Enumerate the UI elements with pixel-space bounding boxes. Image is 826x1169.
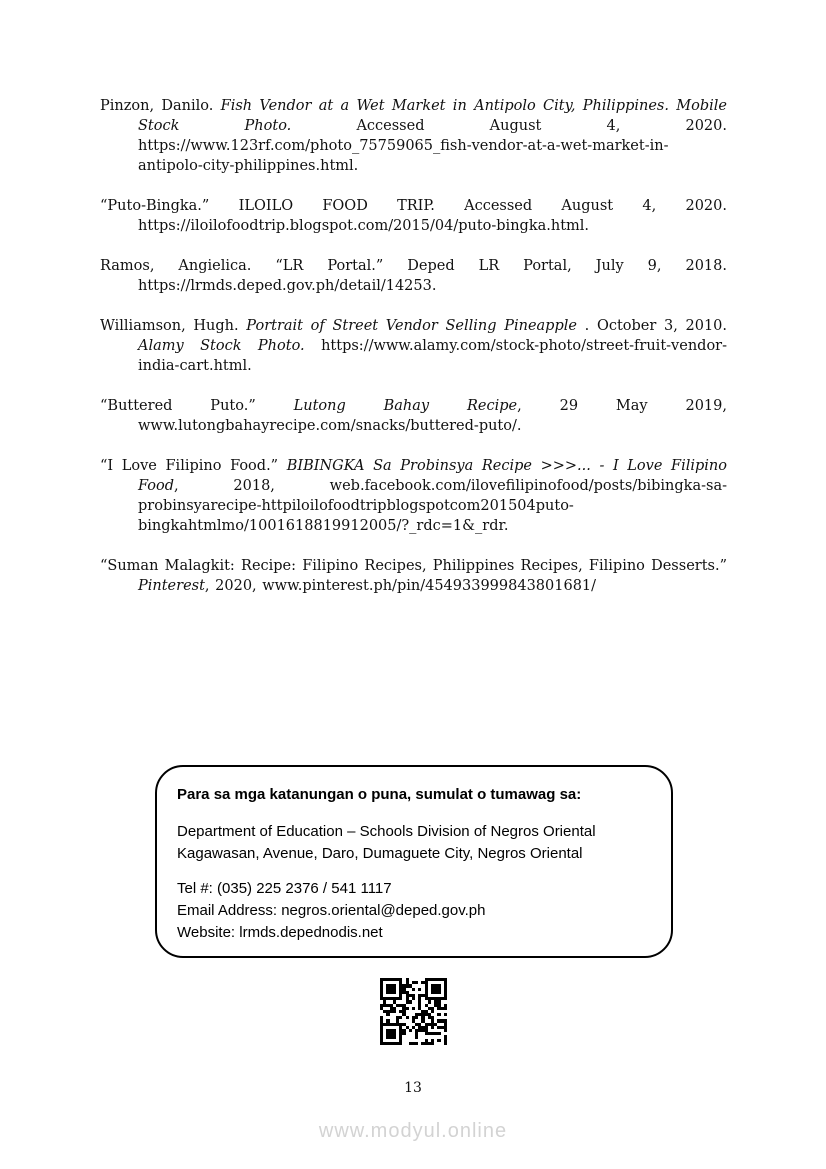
citation-segment: Pinzon, Danilo. [100, 98, 221, 114]
citation-segment: Alamy Stock Photo. [138, 338, 305, 354]
bibliography [100, 96, 727, 616]
contact-address-line: Kagawasan, Avenue, Daro, Dumaguete City, Negros Oriental [177, 845, 583, 862]
contact-website: Website: lrmds.depednodis.net [177, 924, 383, 941]
citation-segment: Accessed August 4, 2020. https://www.123rf.com/photo_75759065_fish-vendor-at-a-wet-market-in-antipolo-city-philippines.html. [138, 118, 727, 174]
contact-tel: Tel #: (035) 225 2376 / 541 1117 [177, 880, 392, 897]
contact-box [155, 765, 673, 958]
citation [100, 456, 727, 536]
citation-segment: “Puto-Bingka.” ILOILO FOOD TRIP. Accessed August 4, 2020. https://iloilofoodtrip.blogspot.com/2015/04/puto-bingka.html. [100, 198, 727, 234]
citation-segment: Williamson, Hugh. [100, 318, 247, 334]
citation-segment: . October 3, 2010. [576, 318, 728, 334]
citation [100, 256, 727, 296]
citation-segment: BIBINGKA Sa Probinsya Recipe >>>... - I Love Filipino Food [138, 458, 728, 494]
citation-segment: , 2018, web.facebook.com/ilovefilipinofood/posts/bibingka-sa-probinsyarecipe-httpiloilofoodtripblogspotcom201504puto-bingkahtmlmo/1001618819912005/?_rdc=1&_rdr. [138, 478, 727, 534]
watermark: www.modyul.online [318, 1120, 508, 1142]
citation-segment: Pinterest [138, 578, 205, 594]
contact-details [177, 878, 651, 944]
citation-segment: Fish Vendor at a Wet Market in Antipolo City, Philippines. Mobile Stock Photo. [138, 98, 727, 134]
citation-segment: https://www.alamy.com/stock-photo/street-fruit-vendor-india-cart.html. [138, 338, 728, 374]
contact-address [177, 821, 651, 865]
citation-segment: “Suman Malagkit: Recipe: Filipino Recipes, Philippines Recipes, Filipino Desserts.” [100, 558, 727, 574]
citation [100, 96, 727, 176]
qr-code-icon [380, 978, 447, 1045]
citation-segment: Portrait of Street Vendor Selling Pineapple [246, 318, 577, 334]
citation [100, 396, 727, 436]
citation [100, 196, 727, 236]
citation-segment: “Buttered Puto.” [100, 398, 294, 414]
citation-segment: “I Love Filipino Food.” [100, 458, 287, 474]
citation-segment: , 29 May 2019, www.lutongbahayrecipe.com/snacks/buttered-puto/. [138, 398, 727, 434]
contact-address-line: Department of Education – Schools Division of Negros Oriental [177, 823, 596, 840]
contact-email: Email Address: negros.oriental@deped.gov.ph [177, 902, 486, 919]
citation-segment: Ramos, Angielica. “LR Portal.” Deped LR Portal, July 9, 2018. https://lrmds.deped.gov.ph/detail/14253. [100, 258, 727, 294]
page-number: 13 [404, 1080, 422, 1096]
citation [100, 316, 727, 376]
citation-segment: , 2020, www.pinterest.ph/pin/454933999843801681/ [204, 578, 597, 594]
citation-segment: Lutong Bahay Recipe [293, 398, 518, 414]
contact-heading: Para sa mga katanungan o puna, sumulat o tumawag sa: [177, 786, 582, 803]
citation [100, 556, 727, 596]
